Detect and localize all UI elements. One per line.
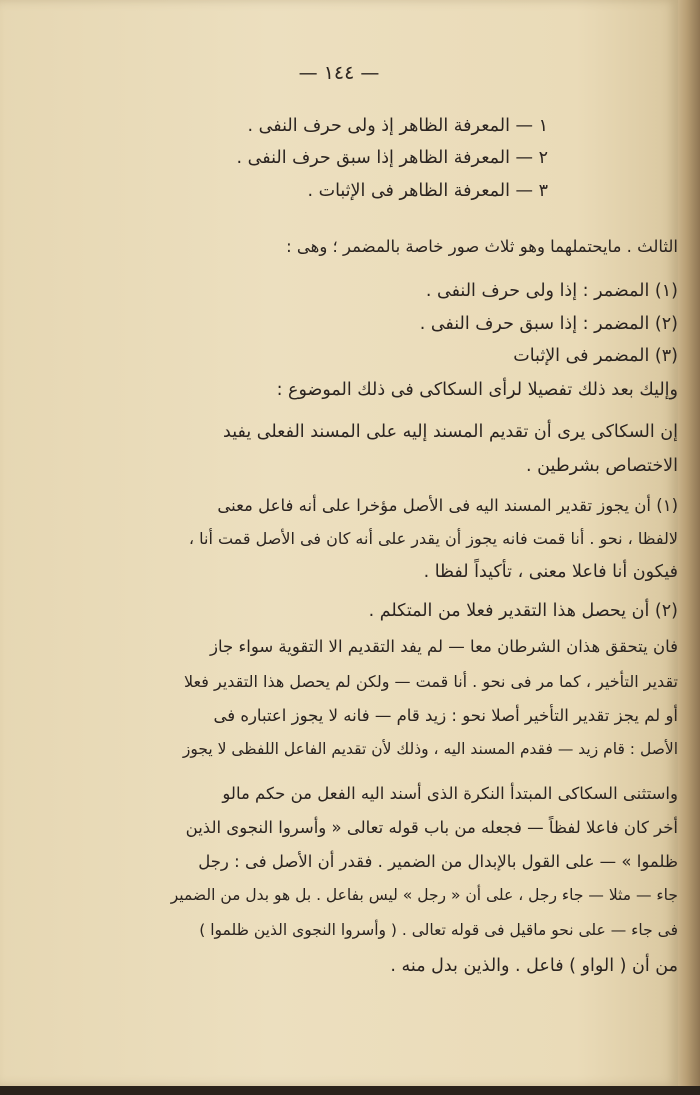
text-line: (٢) المضمر : إذا سبق حرف النفى . <box>419 314 678 334</box>
text-line: ٣ — المعرفة الظاهر فى الإثبات . <box>307 181 548 201</box>
text-line: فيكون أنا فاعلا معنى ، تأكيداً لفظا . <box>423 562 678 582</box>
text-line: (١) المضمر : إذا ولى حرف النفى . <box>425 281 678 301</box>
bottom-strip <box>0 1086 700 1095</box>
text-line: فان يتحقق هذان الشرطان معا — لم يفد التقديم الا التقوية سواء جاز <box>210 637 678 656</box>
page-edge <box>678 0 700 1095</box>
text-line: ١ — المعرفة الظاهر إذ ولى حرف النفى . <box>247 116 548 136</box>
text-line: أو لم يجز تقدير التأخير أصلا نحو : زيد قام — فانه لا يجوز اعتباره فى <box>213 706 678 725</box>
text-line: إن السكاكى يرى أن تقديم المسند إليه على المسند الفعلى يفيد <box>223 422 678 442</box>
text-line: ظلموا » — على القول بالإبدال من الضمير . فقدر أن الأصل فى : رجل <box>198 852 678 871</box>
text-line: الأصل : قام زيد — فقدم المسند اليه ، وذلك لأن تقديم الفاعل اللفظى لا يجوز <box>182 740 678 758</box>
text-line: تقدير التأخير ، كما مر فى نحو . أنا قمت — ولكن لم يحصل هذا التقدير فعلا <box>183 672 678 691</box>
text-line: (٣) المضمر فى الإثبات <box>513 346 678 366</box>
text-line: لالفظا ، نحو . أنا قمت فانه يجوز أن يقدر على أنه كان فى الأصل قمت أنا ، <box>188 529 678 548</box>
text-line: من أن ( الواو ) فاعل . والذين بدل منه . <box>390 956 678 976</box>
text-line: الاختصاص بشرطين . <box>526 456 678 476</box>
text-line: الثالث . مايحتملهما وهو ثلاث صور خاصة بالمضمر ؛ وهى : <box>286 237 678 256</box>
text-line: ٢ — المعرفة الظاهر إذا سبق حرف النفى . <box>236 148 548 168</box>
text-line: وإليك بعد ذلك تفصيلا لرأى السكاكى فى ذلك الموضوع : <box>276 380 678 400</box>
text-line: (٢) أن يحصل هذا التقدير فعلا من المتكلم . <box>368 601 678 621</box>
page-number: — ١٤٤ — <box>298 62 380 84</box>
text-line: أخر كان فاعلا لفظاً — فجعله من باب قوله تعالى « وأسروا النجوى الذين <box>185 818 678 837</box>
text-line: جاء — مثلا — جاء رجل ، على أن « رجل » ليس بفاعل . بل هو بدل من الضمير <box>170 886 678 904</box>
text-line: واستثنى السكاكى المبتدأ النكرة الذى أسند اليه الفعل من حكم مالو <box>222 784 678 803</box>
text-line: فى جاء — على نحو ماقيل فى قوله تعالى . ( وأسروا النجوى الذين ظلموا ) <box>199 921 678 939</box>
text-line: (١) أن يجوز تقدير المسند اليه فى الأصل مؤخرا على أنه فاعل معنى <box>217 496 678 515</box>
